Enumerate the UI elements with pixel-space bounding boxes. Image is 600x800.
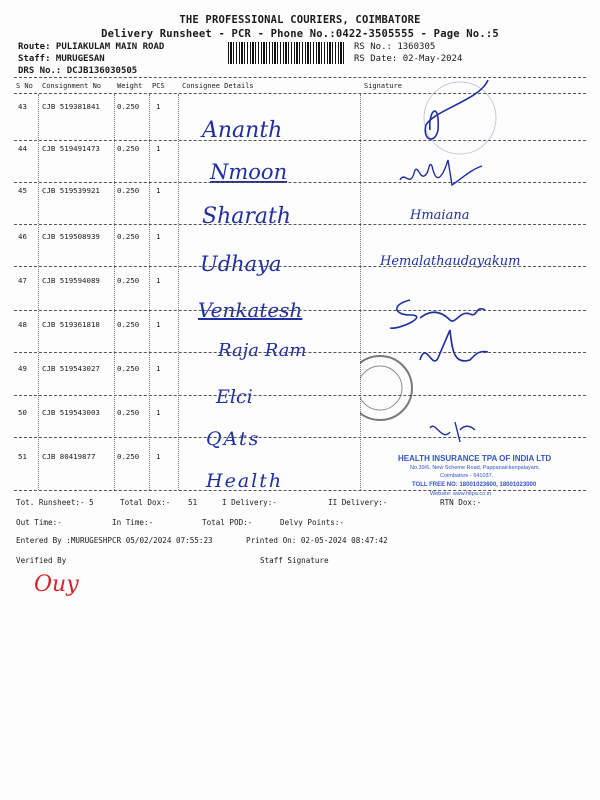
row-weight: 0.250 <box>117 408 140 417</box>
consignee-handwriting: QAts <box>206 428 261 450</box>
col-sno: S No <box>16 82 33 90</box>
row-sno: 45 <box>18 186 27 195</box>
row-pcs: 1 <box>156 276 161 285</box>
row-pcs: 1 <box>156 232 161 241</box>
barcode <box>228 42 346 64</box>
row-weight: 0.250 <box>117 186 140 195</box>
row-pcs: 1 <box>156 408 161 417</box>
rtn-dox: RTN Dox:- <box>440 498 482 507</box>
runsheet-subtitle: Delivery Runsheet - PCR - Phone No.:0422-3505555 - Page No.:5 <box>101 28 499 40</box>
signature-50 <box>430 422 475 442</box>
company-title: THE PROFESSIONAL COURIERS, COIMBATORE <box>179 14 421 26</box>
staff-signature-label: Staff Signature <box>260 556 329 565</box>
signature-44 <box>400 160 482 185</box>
faint-stamp-icon <box>424 82 496 154</box>
signature-45: Hmaiana <box>410 208 470 223</box>
row-weight: 0.250 <box>117 144 140 153</box>
tot-runsheet: Tot. Runsheet:- 5 <box>16 498 94 507</box>
consignee-handwriting: Elci <box>216 386 253 408</box>
row-pcs: 1 <box>156 144 161 153</box>
i-delivery: I Delivery:- <box>222 498 277 507</box>
total-dox-value: 51 <box>188 498 198 507</box>
delvy-points: Delvy Points:- <box>280 518 345 527</box>
total-dox-label: Total Dox:- <box>120 498 171 507</box>
signature-46: Hemalathaudayakum <box>380 254 521 269</box>
ii-delivery: II Delivery:- <box>328 498 388 507</box>
row-weight: 0.250 <box>117 320 140 329</box>
row-sno: 51 <box>18 452 27 461</box>
row-weight: 0.250 <box>117 102 140 111</box>
consignee-handwriting: Venkatesh <box>198 298 303 322</box>
col-sep <box>149 94 150 490</box>
col-consignment: Consignment No <box>42 82 102 90</box>
row-weight: 0.250 <box>117 232 140 241</box>
row-consignment: CJB 519491473 <box>42 144 100 153</box>
consignee-handwriting: Udhaya <box>200 252 282 276</box>
out-time: Out Time:- <box>16 518 62 527</box>
row-sno: 49 <box>18 364 27 373</box>
row-weight: 0.250 <box>117 452 140 461</box>
stamp-line-1: HEALTH INSURANCE TPA OF INDIA LTD <box>398 454 552 463</box>
row-consignment: CJB 519361818 <box>42 320 100 329</box>
verified-by: Verified By <box>16 556 67 565</box>
row-pcs: 1 <box>156 364 161 373</box>
row-sno: 48 <box>18 320 27 329</box>
row-pcs: 1 <box>156 102 161 111</box>
stamp-line-4: TOLL FREE NO: 18001023600, 18001023000 <box>412 482 537 488</box>
row-consignment: CJB 519543027 <box>42 364 100 373</box>
col-sep <box>178 94 179 490</box>
verified-initials: Ouy <box>34 572 79 597</box>
consignee-handwriting: Ananth <box>202 118 283 143</box>
row-consignment: CJB 519594089 <box>42 276 100 285</box>
signature-43 <box>425 80 488 139</box>
col-pcs: PCS <box>152 82 165 90</box>
row-consignment: CJB 519543003 <box>42 408 100 417</box>
row-consignment: CJB 519381841 <box>42 102 100 111</box>
row-pcs: 1 <box>156 186 161 195</box>
entered-by: Entered By :MURUGESHPCR 05/02/2024 07:55:23 <box>16 536 213 545</box>
row-sno: 47 <box>18 276 27 285</box>
row-consignment: CJB 519539921 <box>42 186 100 195</box>
stamp-line-3: Coimbatore - 641037. <box>440 473 494 479</box>
col-sep <box>114 94 115 490</box>
route: Route: PULIAKULAM MAIN ROAD <box>18 42 165 52</box>
rs-date: RS Date: 02-May-2024 <box>354 54 463 64</box>
signature-column-drawings <box>360 70 600 510</box>
col-consignee: Consignee Details <box>182 82 254 90</box>
consignee-handwriting: Sharath <box>202 204 291 229</box>
rs-number: RS No.: 1360305 <box>354 42 436 52</box>
row-weight: 0.250 <box>117 364 140 373</box>
consignee-handwriting: Raja Ram <box>218 340 307 361</box>
row-consignment: CJB 519508939 <box>42 232 100 241</box>
round-stamp-icon <box>360 356 412 420</box>
row-sno: 44 <box>18 144 27 153</box>
total-pod: Total POD:- <box>202 518 253 527</box>
row-pcs: 1 <box>156 320 161 329</box>
drs-number: DRS No.: DCJB136030505 <box>18 66 138 76</box>
row-sno: 46 <box>18 232 27 241</box>
row-sno: 43 <box>18 102 27 111</box>
row-weight: 0.250 <box>117 276 140 285</box>
signature-48 <box>420 330 488 361</box>
signature-47 <box>390 300 485 328</box>
col-weight: Weight <box>117 82 143 90</box>
consignee-handwriting: Nmoon <box>210 160 288 184</box>
col-signature: Signature <box>364 82 402 90</box>
printed-on: Printed On: 02-05-2024 08:47:42 <box>246 536 388 545</box>
col-sep <box>38 94 39 490</box>
staff: Staff: MURUGESAN <box>18 54 105 64</box>
row-consignment: CJB 80419877 <box>42 452 96 461</box>
row-pcs: 1 <box>156 452 161 461</box>
consignee-handwriting: Health <box>206 470 284 492</box>
stamp-line-5: Website: www.hitpa.co.in <box>430 491 492 497</box>
in-time: In Time:- <box>112 518 154 527</box>
stamp-line-2: No.39/6, New Scheme Road, Pappanaickenpalayam, <box>410 465 540 471</box>
row-sno: 50 <box>18 408 27 417</box>
